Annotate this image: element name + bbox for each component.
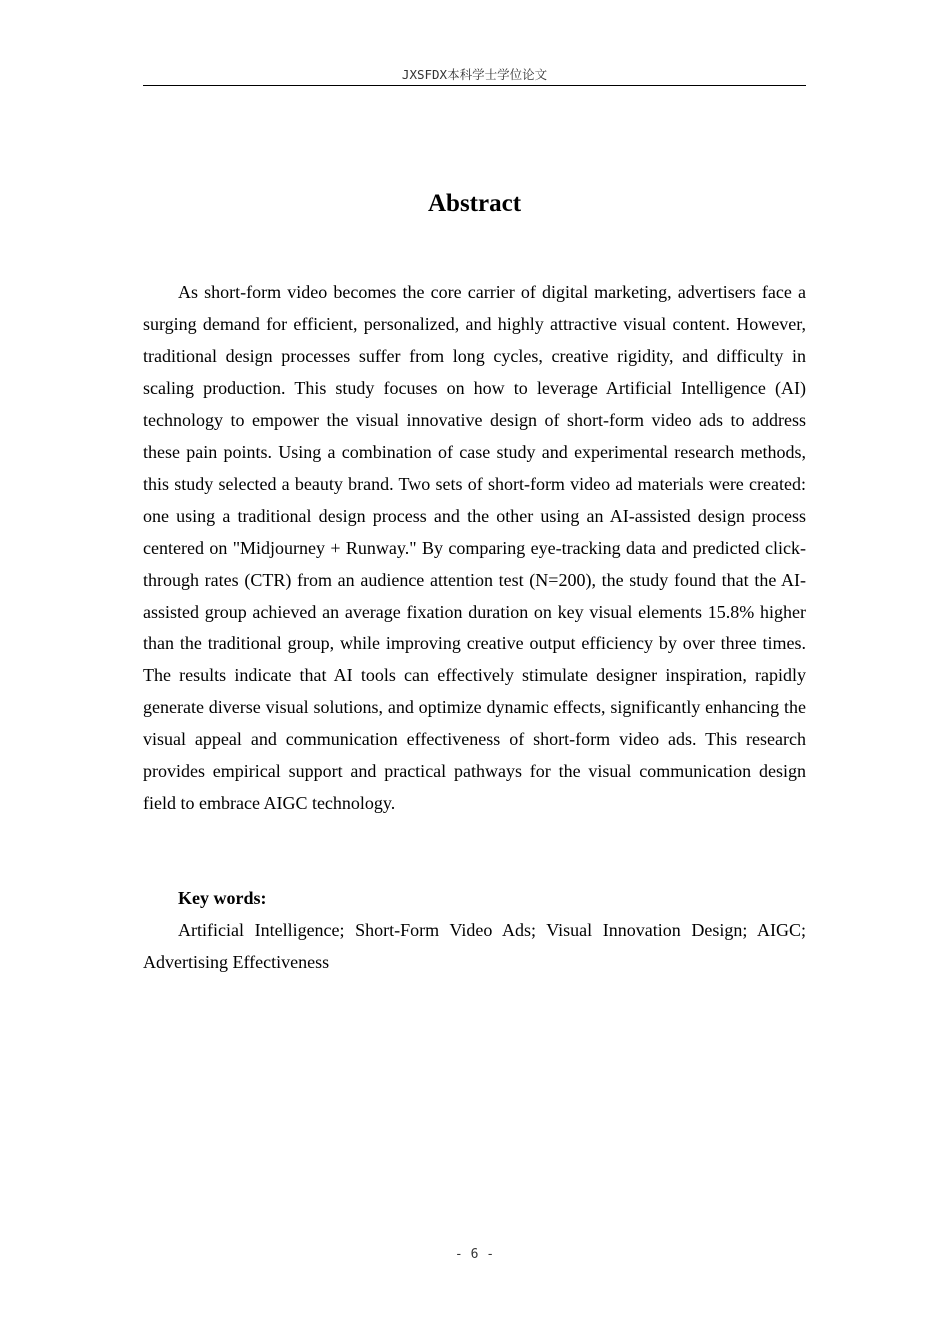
abstract-paragraph: As short-form video becomes the core carrier of digital marketing, advertisers face a surging demand for efficient, personalized, and highly attractive visual content. However, traditional design processes suffer from long cycles, creative rigidity, and difficulty in scaling production. This study focuses on how to leverage Artificial Intelligence (AI) technology to empower the visual innovative design of short-form video ads to address these pain points. Using a combination of case study and experimental research methods, this study selected a beauty brand. Two sets of short-form video ad materials were created: one using a traditional design process and the other using an AI-assisted design process centered on "Midjourney + Runway." By comparing eye-tracking data and predicted click-through rates (CTR) from an audience attention test (N=200), the study found that the AI-assisted group achieved an average fixation duration on key visual elements 15.8% higher than the traditional group, while improving creative output efficiency by over three times. The results indicate that AI tools can effectively stimulate designer inspiration, rapidly generate diverse visual solutions, and optimize dynamic effects, significantly enhancing the visual appeal and communication effectiveness of short-form video ads. This research provides empirical support and practical pathways for the visual communication design field to embrace AIGC technology. (143, 282, 806, 814)
page-number: - 6 - (454, 1247, 495, 1262)
header-rule (143, 85, 806, 86)
section-title: Abstract (427, 190, 522, 217)
keywords-heading: Key words: (178, 888, 267, 908)
keywords-list: Artificial Intelligence; Short-Form Video Ads; Visual Innovation Design; AIGC; Advertising Effectiveness (143, 920, 806, 972)
running-header: JXSFDX本科学士学位论文 (401, 67, 548, 82)
